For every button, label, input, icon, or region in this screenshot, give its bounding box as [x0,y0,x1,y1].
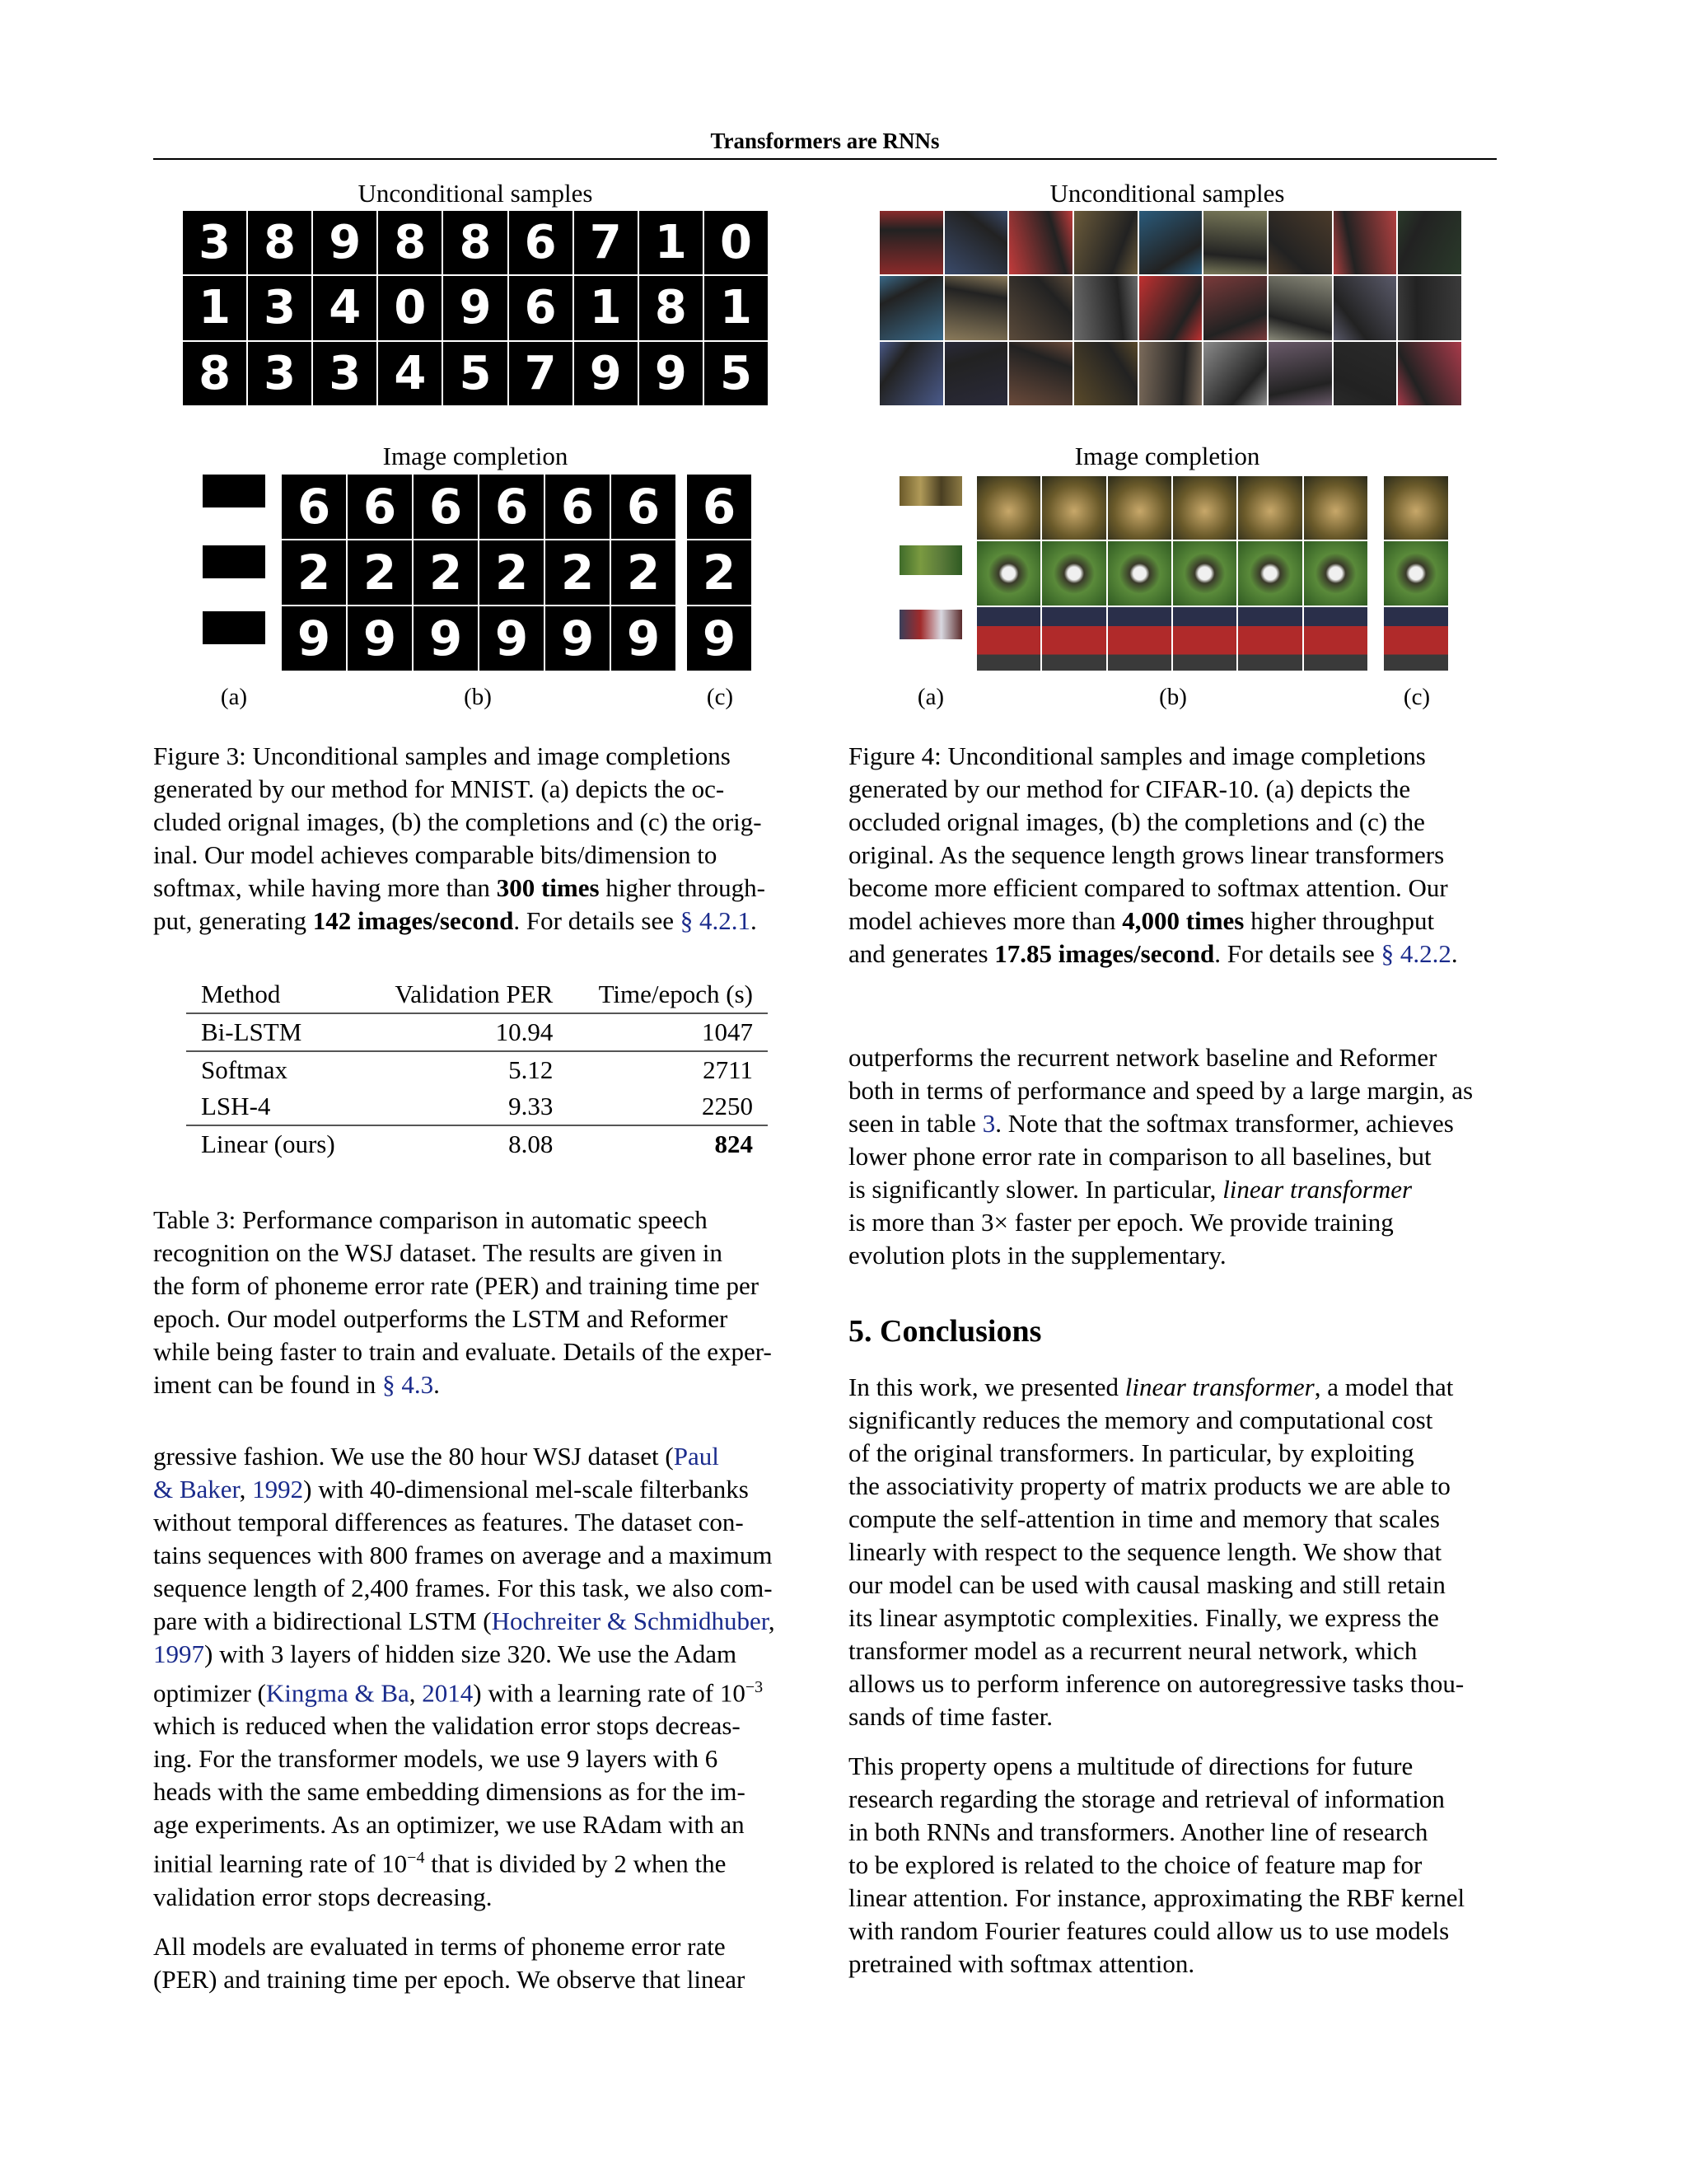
section-link[interactable]: § 4.2.2 [1381,939,1451,968]
digit-sample-image: 9 [414,606,478,671]
cifar-sample-image [1203,211,1267,274]
cifar-sample-image [1009,342,1072,405]
body-text: , a model that [1314,1373,1454,1401]
digit-sample-image: 2 [479,540,544,605]
body-line [848,1107,1498,1140]
occluded-image [203,545,265,578]
left-body-text [153,1440,802,1996]
body-line: which is reduced when the validation error stops decreas- [153,1711,741,1741]
body-line: ing. For the transformer models, we use 9 layers with 6 [153,1744,718,1774]
caption-text: . [750,906,757,935]
digit-sample-image: 9 [545,606,610,671]
body-line: linear attention. For instance, approximating the RBF kernel [848,1883,1465,1912]
body-text: , [768,1606,775,1635]
caption-line: generated by our method for MNIST. (a) depicts the oc- [153,774,725,803]
section-link[interactable]: § 4.2.1 [680,906,750,935]
cifar-sample-image [880,342,943,405]
digit-sample-image: 6 [509,211,572,274]
digit-sample-image: 7 [509,342,572,405]
caption-line: Figure 4: Unconditional samples and image completions [848,741,1426,770]
caption-text: softmax, while having more than [153,873,497,902]
completion-image [1042,476,1105,540]
cifar-sample-image [945,342,1008,405]
cifar-sample-image [1203,276,1267,339]
caption-line [848,905,1498,938]
section-heading: 5. Conclusions [848,1314,1042,1349]
cifar-sample-image [880,276,943,339]
digit-sample-image: 6 [545,475,610,539]
digit-sample-image: 1 [183,276,246,339]
caption-line: cluded orignal images, (b) the completions and (c) the orig- [153,807,762,836]
table3-caption [153,1204,802,1401]
cifar-sample-image [1334,342,1397,405]
digit-sample-image: 2 [545,540,610,605]
digit-sample-image: 9 [443,276,507,339]
body-line: sands of time faster. [848,1702,1053,1731]
caption-text: model achieves more than [848,906,1123,935]
digit-sample-image: 4 [313,276,376,339]
fig3-sub-b: (b) [464,684,492,710]
cell-method: Linear (ours) [201,1129,335,1158]
digit-sample-image: 9 [574,342,638,405]
completion-image [977,476,1040,540]
body-line: This property opens a multitude of directions for future [848,1751,1414,1780]
body-line: significantly reduces the memory and computational cost [848,1405,1433,1434]
digit-sample-image: 3 [248,342,311,405]
paragraph-gap [848,1733,1498,1750]
body-line [153,1638,802,1671]
fig3-occluded-column [203,475,265,671]
table-link[interactable]: 3 [982,1109,996,1138]
body-line: validation error stops decreasing. [153,1882,493,1911]
body-line: transformer model as a recurrent neural network, which [848,1636,1418,1665]
fig4-caption [848,740,1498,970]
caption-text: . For details see [513,906,680,935]
digit-sample-image: 6 [687,475,751,539]
caption-text: . [1451,939,1458,968]
original-image [1384,476,1448,540]
body-line: of the original transformers. In particular, by exploiting [848,1438,1414,1467]
table-row [186,1125,768,1162]
caption-line: epoch. Our model outperforms the LSTM and Reformer [153,1304,728,1333]
occluded-image [900,476,962,506]
completion-image [1304,607,1367,671]
cifar-sample-image [1334,211,1397,274]
body-line: All models are evaluated in terms of phoneme error rate [153,1931,726,1961]
body-line: lower phone error rate in comparison to all baselines, but [848,1142,1432,1171]
body-line [153,1473,802,1506]
cifar-sample-image [945,211,1008,274]
body-text: that is divided by 2 when the [424,1849,727,1878]
body-text: seen in table [848,1109,983,1138]
body-line: linearly with respect to the sequence length. We show that [848,1537,1442,1566]
caption-line: recognition on the WSJ dataset. The results are given in [153,1238,723,1267]
paragraph-gap [153,1914,802,1930]
digit-sample-image: 1 [574,276,638,339]
completion-image [1304,476,1367,540]
body-line: outperforms the recurrent network baseline and Reformer [848,1043,1437,1072]
cifar-sample-image [1398,211,1461,274]
cifar-sample-image [1139,211,1203,274]
digit-sample-image: 8 [183,342,246,405]
completion-image [1108,476,1171,540]
digit-sample-image: 2 [414,540,478,605]
fig4-unconditional-label: Unconditional samples [1049,179,1285,208]
digit-sample-image: 8 [248,211,311,274]
completion-image [1304,541,1367,605]
fig3-sub-a: (a) [220,684,248,710]
cifar-sample-image [1009,211,1072,274]
fig4-sub-b: (b) [1159,684,1187,710]
body-text: In this work, we presented [848,1373,1125,1401]
digit-sample-image: 1 [639,211,703,274]
col-header-method: Method [201,980,281,1008]
completion-image [1238,476,1301,540]
caption-line [153,1368,802,1401]
caption-line: become more efficient compared to softmax attention. Our [848,873,1448,902]
occluded-image [900,610,962,639]
body-text: is significantly slower. In particular, [848,1175,1223,1204]
caption-text: higher throughput [1244,906,1435,935]
cell-per: 8.08 [508,1129,554,1158]
digit-sample-image: 1 [704,276,768,339]
caption-line [153,872,802,905]
caption-text: . For details see [1214,939,1381,968]
digit-sample-image: 9 [313,211,376,274]
cifar-sample-image [945,276,1008,339]
table-row [186,1051,768,1088]
body-line: research regarding the storage and retrieval of information [848,1784,1445,1813]
body-text: , [239,1475,253,1504]
body-text: ) with 3 layers of hidden size 320. We use the Adam [204,1639,737,1668]
cifar-sample-image [1009,276,1072,339]
caption-line: generated by our method for CIFAR-10. (a) depicts the [848,774,1411,803]
occluded-image [203,611,265,644]
cifar-sample-image [1269,276,1332,339]
digit-sample-image: 9 [639,342,703,405]
citation-link[interactable]: 1992 [252,1475,304,1504]
body-line: our model can be used with causal masking and still retain [848,1570,1446,1599]
fig4-completion-label: Image completion [1074,442,1260,470]
caption-text: put, generating [153,906,313,935]
col-header-time: Time/epoch (s) [598,980,753,1008]
completion-image [1173,476,1236,540]
digit-sample-image: 9 [282,606,346,671]
section-link[interactable]: § 4.3 [382,1370,434,1399]
cell-time: 2711 [703,1055,753,1084]
cifar-sample-image [1398,342,1461,405]
original-image [1384,607,1448,671]
caption-line: the form of phoneme error rate (PER) and training time per [153,1271,759,1300]
fig4-original-column [1384,476,1448,671]
completion-image [1042,541,1105,605]
col-header-per: Validation PER [395,980,554,1008]
fig3-sub-c: (c) [706,684,734,710]
fig4-sub-a: (a) [917,684,945,710]
body-line: both in terms of performance and speed by a large margin, as [848,1076,1474,1105]
digit-sample-image: 9 [611,606,675,671]
body-line: allows us to perform inference on autoregressive tasks thou- [848,1669,1465,1698]
original-image [1384,541,1448,605]
caption-emphasis: 4,000 times [1122,906,1245,935]
completion-image [977,541,1040,605]
body-line: pretrained with softmax attention. [848,1949,1195,1978]
cell-time: 824 [714,1129,753,1158]
digit-sample-image: 6 [479,475,544,539]
body-text: . Note that the softmax transformer, achieves [995,1109,1454,1138]
digit-sample-image: 9 [479,606,544,671]
digit-sample-image: 0 [378,276,442,339]
cell-time: 2250 [702,1092,753,1120]
digit-sample-image: 2 [687,540,751,605]
citation-link[interactable]: & Baker [153,1475,240,1504]
fig4-unconditional-grid [880,211,1461,405]
digit-sample-image: 2 [611,540,675,605]
table-header-row [186,976,768,1013]
body-line: with random Fourier features could allow us to use models [848,1916,1450,1945]
digit-sample-image: 5 [443,342,507,405]
cell-per: 10.94 [495,1017,554,1046]
digit-sample-image: 0 [704,211,768,274]
digit-sample-image: 9 [348,606,412,671]
caption-line: original. As the sequence length grows linear transformers [848,840,1445,869]
body-line: the associativity property of matrix products we are able to [848,1471,1451,1500]
digit-sample-image: 4 [378,342,442,405]
cell-time: 1047 [702,1017,753,1046]
caption-line [153,905,802,938]
fig3-caption [153,740,802,938]
caption-line: occluded orignal images, (b) the completions and (c) the [848,807,1425,836]
cifar-sample-image [1334,276,1397,339]
body-line [153,1440,802,1473]
digit-sample-image: 2 [282,540,346,605]
cell-per: 5.12 [508,1055,554,1084]
citation-link[interactable]: Hochreiter & Schmidhuber [491,1606,769,1635]
fig4-sub-c: (c) [1403,684,1431,710]
running-header: Transformers are RNNs [710,129,940,153]
fig3-completion-grid [282,475,675,671]
digit-sample-image: 2 [348,540,412,605]
cifar-sample-image [1398,276,1461,339]
fig3-completion-label: Image completion [382,442,568,470]
cell-method: Bi-LSTM [201,1017,302,1046]
citation-link[interactable]: Paul [673,1442,719,1471]
exponent: −4 [407,1849,425,1868]
cell-method: Softmax [201,1055,288,1084]
body-italic: linear transformer [1124,1373,1315,1401]
body-line [153,1841,802,1880]
body-text: gressive fashion. We use the 80 hour WSJ dataset ( [153,1442,674,1471]
digit-sample-image: 7 [574,211,638,274]
caption-line [848,938,1498,970]
caption-emphasis: 300 times [496,873,600,902]
body-line: to be explored is related to the choice of feature map for [848,1850,1423,1879]
digit-sample-image: 3 [248,276,311,339]
caption-line: Table 3: Performance comparison in automatic speech [153,1205,708,1234]
body-line [848,1173,1498,1206]
body-line [153,1605,802,1638]
fig3-unconditional-grid [183,211,768,405]
digit-sample-image: 5 [704,342,768,405]
cifar-sample-image [1139,276,1203,339]
digit-sample-image: 9 [687,606,751,671]
body-line: in both RNNs and transformers. Another line of research [848,1817,1428,1846]
digit-sample-image: 6 [282,475,346,539]
fig3-unconditional-label: Unconditional samples [357,179,593,208]
digit-sample-image: 3 [183,211,246,274]
body-text: optimizer ( [153,1678,266,1708]
cifar-sample-image [1074,276,1138,339]
cifar-sample-image [1203,342,1267,405]
caption-text: higher through- [599,873,765,902]
caption-emphasis: 17.85 images/second [994,939,1215,968]
body-text: , [409,1678,423,1708]
body-text: pare with a bidirectional LSTM ( [153,1606,492,1635]
caption-line: while being faster to train and evaluate. Details of the exper- [153,1337,772,1366]
header-rule [153,158,1497,160]
cifar-sample-image [1074,342,1138,405]
body-line [848,1371,1498,1404]
body-line: without temporal differences as features. The dataset con- [153,1508,744,1536]
cifar-sample-image [1139,342,1203,405]
cifar-sample-image [880,211,943,274]
digit-sample-image: 8 [443,211,507,274]
cifar-sample-image [1074,211,1138,274]
body-line: sequence length of 2,400 frames. For this task, we also com- [153,1574,773,1602]
exponent: −3 [745,1678,764,1696]
occluded-image [203,475,265,507]
digit-sample-image: 3 [313,342,376,405]
body-line: evolution plots in the supplementary. [848,1241,1227,1270]
completion-image [1108,541,1171,605]
completion-image [1238,541,1301,605]
body-line: tains sequences with 800 frames on average and a maximum [153,1541,773,1569]
caption-emphasis: 142 images/second [312,906,514,935]
table-row [186,1088,768,1125]
table-row [186,1013,768,1051]
body-line: age experiments. As an optimizer, we use RAdam with an [153,1810,745,1840]
fig4-occluded-column [900,476,962,671]
fig4-completion-grid [977,476,1367,671]
body-text: initial learning rate of 10 [153,1849,408,1878]
right-body-text [848,1041,1498,1272]
completion-image [1238,607,1301,671]
digit-sample-image: 6 [348,475,412,539]
completion-image [977,607,1040,671]
caption-line: Figure 3: Unconditional samples and image completions [153,741,731,770]
body-text: ) with 40-dimensional mel-scale filterbanks [303,1475,749,1504]
digit-sample-image: 8 [378,211,442,274]
body-line: heads with the same embedding dimensions as for the im- [153,1777,745,1807]
caption-text: . [433,1370,440,1399]
citation-link[interactable]: 2014 [422,1678,474,1708]
occluded-image [900,545,962,575]
cell-method: LSH-4 [201,1092,271,1120]
caption-line: inal. Our model achieves comparable bits/dimension to [153,840,717,869]
cifar-sample-image [1269,211,1332,274]
cell-per: 9.33 [508,1092,554,1120]
body-italic: linear transformer [1222,1175,1413,1204]
digit-sample-image: 6 [414,475,478,539]
citation-link[interactable]: Kingma & Ba [265,1678,409,1708]
results-table [186,976,768,1162]
conclusions-text [848,1371,1498,1981]
completion-image [1108,607,1171,671]
citation-link[interactable]: 1997 [153,1639,204,1668]
completion-image [1173,607,1236,671]
body-line: is more than 3× faster per epoch. We provide training [848,1208,1394,1237]
body-line: its linear asymptotic complexities. Finally, we express the [848,1603,1439,1632]
completion-image [1173,541,1236,605]
cifar-sample-image [1269,342,1332,405]
digit-sample-image: 6 [509,276,572,339]
completion-image [1042,607,1105,671]
fig3-original-column [687,475,751,671]
digit-sample-image: 8 [639,276,703,339]
body-line: compute the self-attention in time and memory that scales [848,1504,1440,1533]
body-line [153,1671,802,1709]
body-text: ) with a learning rate of 10 [473,1678,745,1708]
body-line: (PER) and training time per epoch. We observe that linear [153,1964,745,1994]
digit-sample-image: 6 [611,475,675,539]
caption-text: and generates [848,939,995,968]
caption-text: iment can be found in [153,1370,383,1399]
